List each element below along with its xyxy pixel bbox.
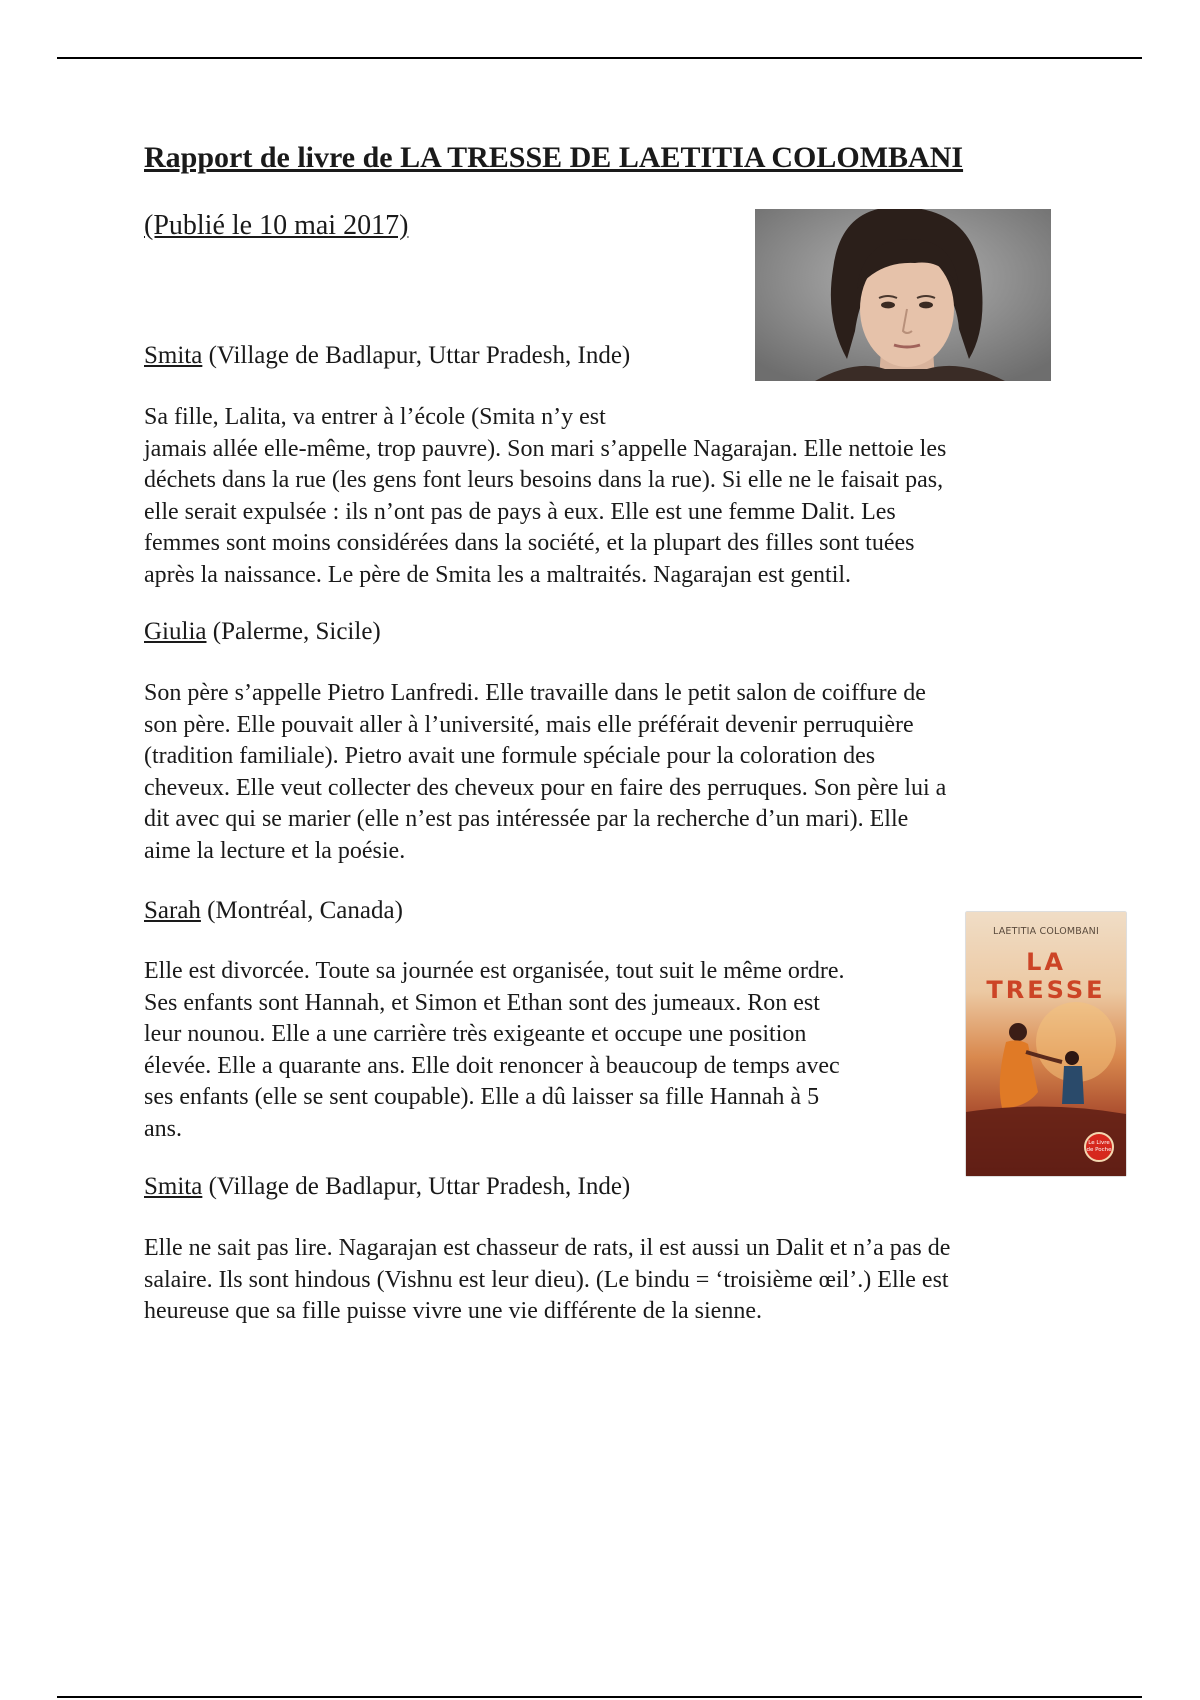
paragraph-line: femmes sont moins considérées dans la société, et la plupart des filles sont tuées — [144, 530, 915, 556]
cover-author: LAETITIA COLOMBANI — [992, 926, 1099, 937]
paragraph-line: elle serait expulsée : ils n’ont pas de pays à eux. Elle est une femme Dalit. Les — [144, 498, 896, 525]
section-heading-smita — [144, 342, 630, 370]
paragraph-line: heureuse que sa fille puisse vivre une vie différente de la sienne. — [144, 1298, 762, 1324]
section-heading-sarah — [144, 897, 403, 925]
paragraph-line: Ses enfants sont Hannah, et Simon et Ethan sont des jumeaux. Ron est — [144, 989, 820, 1016]
section-name: Giulia — [144, 618, 207, 645]
cover-title-line: TRESSE — [986, 976, 1106, 1004]
section-place: (Village de Badlapur, Uttar Pradesh, Inde) — [208, 1173, 631, 1200]
publication-date: (Publié le 10 mai 2017) — [144, 210, 409, 241]
paragraph-line: dit avec qui se marier (elle n’est pas intéressée par la recherche d’un mari). Elle — [144, 806, 909, 832]
paragraph-line: son père. Elle pouvait aller à l’université, mais elle préférait devenir perruquière — [144, 711, 914, 738]
paragraph-line: (tradition familiale). Pietro avait une formule spéciale pour la coloration des — [144, 743, 876, 769]
paragraph-line: déchets dans la rue (les gens font leurs besoins dans la rue). Si elle ne le faisait pas, — [144, 467, 944, 493]
section-heading-smita-2 — [144, 1173, 630, 1201]
section-paragraph-smita — [144, 402, 946, 591]
paragraph-line: aime la lecture et la poésie. — [144, 837, 406, 864]
section-place: (Montréal, Canada) — [207, 897, 403, 924]
paragraph-line: ses enfants (elle se sent coupable). Elle a dû laisser sa fille Hannah à 5 — [144, 1084, 820, 1110]
section-name: Smita — [144, 1173, 203, 1200]
section-name: Smita — [144, 342, 203, 369]
paragraph-line: jamais allée elle-même, trop pauvre). Son mari s’appelle Nagarajan. Elle nettoie les — [144, 435, 947, 462]
cover-title — [966, 948, 1126, 1004]
cover-title-line: LA — [1026, 948, 1066, 976]
paragraph-line: après la naissance. Le père de Smita les a maltraités. Nagarajan est gentil. — [144, 561, 852, 588]
paragraph-line: Elle ne sait pas lire. Nagarajan est chasseur de rats, il est aussi un Dalit et n’a pas de — [144, 1235, 951, 1261]
paragraph-line: ans. — [144, 1115, 182, 1142]
section-heading-giulia — [144, 618, 381, 646]
bottom-rule — [57, 1696, 1142, 1698]
top-rule — [57, 57, 1142, 59]
paragraph-line: Sa fille, Lalita, va entrer à l’école (Smita n’y est — [144, 404, 606, 430]
book-cover — [966, 912, 1126, 1176]
section-place: (Village de Badlapur, Uttar Pradesh, Inde) — [208, 342, 631, 369]
section-place: (Palerme, Sicile) — [212, 618, 381, 645]
paragraph-line: Elle est divorcée. Toute sa journée est organisée, tout suit le même ordre. — [144, 958, 845, 984]
paragraph-line: élevée. Elle a quarante ans. Elle doit renoncer à beaucoup de temps avec — [144, 1052, 840, 1079]
portrait-illustration — [755, 209, 1051, 381]
section-paragraph-giulia — [144, 678, 946, 867]
section-paragraph-smita-2 — [144, 1233, 950, 1328]
section-name: Sarah — [144, 897, 201, 924]
paragraph-line: Son père s’appelle Pietro Lanfredi. Elle travaille dans le petit salon de coiffure de — [144, 680, 926, 706]
publisher-badge: Le Livre de Poche — [1084, 1132, 1114, 1162]
author-portrait — [755, 209, 1051, 381]
paragraph-line: cheveux. Elle veut collecter des cheveux pour en faire des perruques. Son père lui a — [144, 774, 947, 801]
document-title: Rapport de livre de LA TRESSE DE LAETITIA COLOMBANI — [144, 141, 964, 174]
paragraph-line: leur nounou. Elle a une carrière très exigeante et occupe une position — [144, 1021, 807, 1047]
paragraph-line: salaire. Ils sont hindous (Vishnu est leur dieu). (Le bindu = ‘troisième œil’.) Elle est — [144, 1266, 949, 1293]
section-paragraph-sarah — [144, 956, 845, 1145]
